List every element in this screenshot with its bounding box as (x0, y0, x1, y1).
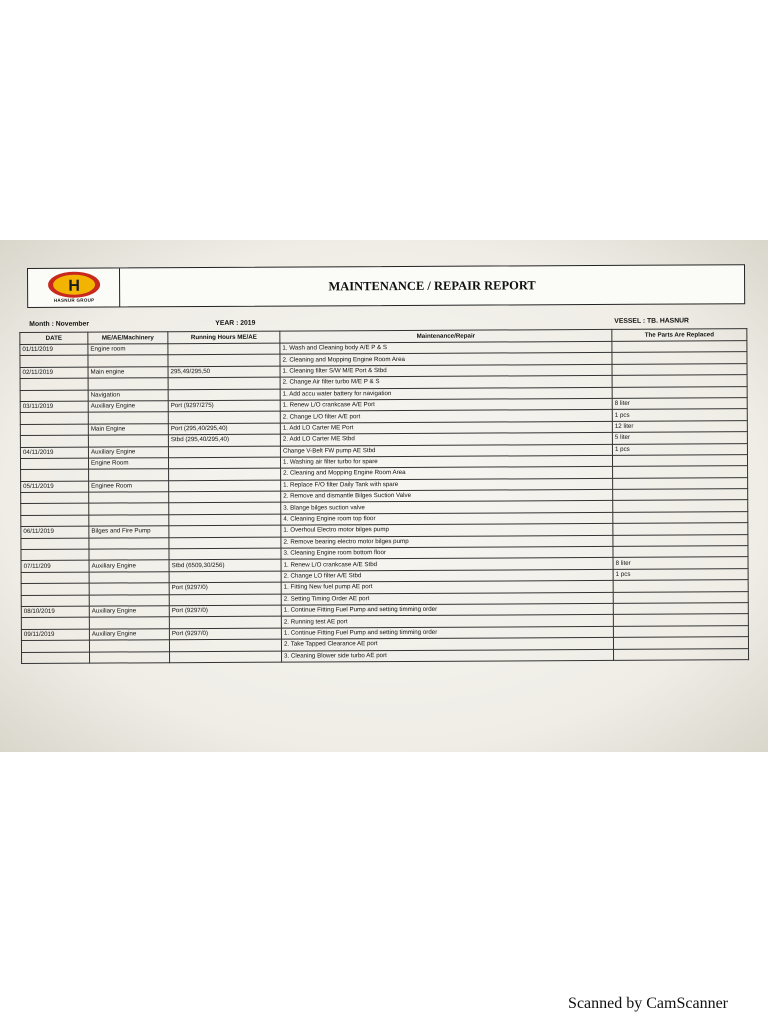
running-hours-cell (168, 377, 280, 389)
date-cell: 02/11/2019 (20, 367, 88, 379)
parts-cell (612, 352, 747, 364)
running-hours-cell: Port (9297/275) (168, 400, 280, 412)
machinery-cell (88, 378, 168, 390)
date-cell (21, 583, 89, 595)
running-hours-cell (168, 343, 280, 355)
running-hours-cell: Stbd (6509,30/256) (169, 560, 281, 572)
parts-cell (613, 614, 748, 626)
maintenance-cell: 1. Renew L/O crankcase A/E Port (280, 398, 612, 411)
running-hours-cell (169, 594, 281, 606)
maintenance-cell: 2. Cleaning and Mopping Engine Room Area (280, 353, 612, 366)
parts-cell (613, 500, 748, 512)
maintenance-cell: 2. Setting Timing Order AE port (281, 592, 613, 605)
maintenance-cell: 1. Replace F/O filter Daily Tank with spare (281, 478, 613, 491)
machinery-cell (89, 640, 169, 652)
machinery-cell (88, 435, 168, 447)
year-label: YEAR : 2019 (215, 319, 256, 327)
vessel-label: VESSEL : TB. HASNUR (614, 317, 689, 325)
machinery-cell (89, 583, 169, 595)
date-cell (21, 618, 89, 630)
parts-cell: 8 liter (613, 557, 748, 569)
maintenance-cell: 1. Overhoul Electro motor bilges pump (281, 524, 613, 537)
machinery-cell: Auxiliary Engine (89, 560, 169, 572)
parts-cell (612, 341, 747, 353)
parts-cell (613, 534, 748, 546)
date-cell: 04/11/2019 (20, 447, 88, 459)
machinery-cell: Main Engine (88, 423, 168, 435)
parts-cell (613, 625, 748, 637)
date-cell (20, 378, 88, 390)
running-hours-cell (168, 389, 280, 401)
running-hours-cell (170, 651, 282, 663)
running-hours-cell (168, 411, 280, 423)
machinery-cell: Engine room (88, 344, 168, 356)
machinery-cell: Engine Room (88, 458, 168, 470)
maintenance-cell: 2. Cleaning and Mopping Engine Room Area (281, 467, 613, 480)
date-cell (21, 469, 89, 481)
maintenance-cell: 2. Add LO Carter ME Stbd (280, 433, 612, 446)
date-cell: 03/11/2019 (20, 401, 88, 413)
running-hours-cell (168, 446, 280, 458)
date-cell (20, 435, 88, 447)
parts-cell (613, 466, 748, 478)
running-hours-cell (169, 639, 281, 651)
maintenance-cell: 3. Blange bilges suction valve (281, 501, 613, 514)
parts-cell (613, 546, 748, 558)
machinery-cell: Navigation (88, 389, 168, 401)
date-cell (20, 458, 88, 470)
running-hours-cell: 295,49/295,50 (168, 366, 280, 378)
parts-cell (613, 489, 748, 501)
machinery-cell (89, 617, 169, 629)
parts-cell (613, 591, 748, 603)
parts-cell (613, 477, 748, 489)
scanner-watermark: Scanned by CamScanner (568, 995, 728, 1012)
date-cell (22, 652, 90, 664)
running-hours-cell (169, 480, 281, 492)
date-cell (20, 424, 88, 436)
running-hours-cell: Port (9297/0) (169, 605, 281, 617)
maintenance-cell: 1. Add accu water battery for navigation (280, 387, 612, 400)
date-cell (21, 595, 89, 607)
date-cell (20, 356, 88, 368)
date-cell: 06/11/2019 (21, 526, 89, 538)
machinery-cell: Bilges and Fire Pump (89, 526, 169, 538)
column-header-maintenance: Maintenance/Repair (280, 329, 612, 343)
parts-cell (612, 363, 747, 375)
parts-cell: 1 pcs (612, 409, 747, 421)
date-cell (21, 538, 89, 550)
date-cell (20, 412, 88, 424)
parts-cell (613, 523, 748, 535)
parts-cell: 1 pcs (612, 443, 747, 455)
machinery-cell (88, 412, 168, 424)
maintenance-cell: 2. Remove bearing electro motor bilges pump (281, 535, 613, 548)
machinery-cell (89, 503, 169, 515)
column-header-running-hours: Running Hours ME/AE (168, 331, 280, 344)
parts-cell (612, 455, 747, 467)
machinery-cell (89, 469, 169, 481)
date-cell (21, 504, 89, 516)
maintenance-cell: 1. Continue Fitting Fuel Pump and setting timming order (281, 603, 613, 616)
machinery-cell: Enginee Room (89, 480, 169, 492)
machinery-cell (89, 515, 169, 527)
parts-cell (612, 375, 747, 387)
maintenance-cell: 1. Continue Fitting Fuel Pump and setting timming order (281, 626, 613, 639)
date-cell: 09/11/2019 (21, 629, 89, 641)
maintenance-cell: 2. Change LO filter A/E Stbd (281, 569, 613, 582)
parts-cell (612, 386, 747, 398)
machinery-cell (89, 594, 169, 606)
report-title: MAINTENANCE / REPAIR REPORT (328, 278, 536, 294)
date-cell: 05/11/2019 (21, 481, 89, 493)
maintenance-cell: 3. Cleaning Blower side turbo AE port (282, 649, 614, 662)
maintenance-cell: 2. Running test AE port (281, 615, 613, 628)
parts-cell: 8 liter (612, 398, 747, 410)
date-cell (21, 640, 89, 652)
maintenance-cell: 2. Change L/O filter A/E port (280, 410, 612, 423)
machinery-cell: Main engine (88, 367, 168, 379)
maintenance-cell: 2. Take Tapped Clearance AE port (281, 638, 613, 651)
maintenance-cell: 2. Remove and dismantle Bilges Suction Valve (281, 489, 613, 502)
logo-caption: HASNUR GROUP (53, 297, 95, 303)
maintenance-cell: 1. Renew L/O crankcase A/E Stbd (281, 558, 613, 571)
month-label: Month : November (29, 320, 89, 328)
column-header-date: DATE (20, 332, 88, 344)
maintenance-cell: 1. Washing air filter turbo for spare (280, 455, 612, 468)
parts-cell: 1 pcs (613, 568, 748, 580)
report-header (27, 264, 745, 308)
date-cell (20, 390, 88, 402)
machinery-cell (89, 549, 169, 561)
report-sheet (19, 264, 748, 700)
parts-cell: 12 liter (612, 420, 747, 432)
date-cell: 01/11/2019 (20, 344, 88, 356)
parts-cell (614, 648, 749, 660)
date-cell (21, 492, 89, 504)
logo-letter: H (68, 277, 80, 295)
maintenance-cell: 1. Wash and Cleaning body A/E P & S (280, 341, 612, 354)
date-cell (21, 515, 89, 527)
parts-cell (613, 580, 748, 592)
maintenance-cell: Change V-Belt FW pump AE Stbd (280, 444, 612, 457)
date-cell: 08/10/2019 (21, 606, 89, 618)
machinery-cell (89, 572, 169, 584)
maintenance-cell: 1. Add LO Carter ME Port (280, 421, 612, 434)
machinery-cell (88, 355, 168, 367)
date-cell: 07/11/209 (21, 561, 89, 573)
date-cell (21, 572, 89, 584)
machinery-cell (90, 651, 170, 663)
maintenance-cell: 4. Cleaning Engine room top floor (281, 512, 613, 525)
machinery-cell: Auxiliary Engine (88, 401, 168, 413)
running-hours-cell: Stbd (295,40/295,40) (168, 434, 280, 446)
running-hours-cell (169, 617, 281, 629)
table-body (20, 341, 749, 664)
maintenance-table (19, 328, 749, 664)
column-header-machinery: ME/AE/Machinery (88, 332, 168, 344)
running-hours-cell (169, 525, 281, 537)
running-hours-cell (169, 514, 281, 526)
machinery-cell (89, 537, 169, 549)
parts-cell (613, 637, 748, 649)
parts-cell: 5 liter (612, 432, 747, 444)
running-hours-cell (169, 491, 281, 503)
running-hours-cell: Port (9297/0) (169, 582, 281, 594)
running-hours-cell: Port (9297/0) (169, 628, 281, 640)
running-hours-cell (168, 457, 280, 469)
running-hours-cell (169, 571, 281, 583)
running-hours-cell (169, 537, 281, 549)
maintenance-cell: 2. Change Air filter turbo M/E P & S (280, 376, 612, 389)
machinery-cell (89, 492, 169, 504)
maintenance-cell: 1. Cleaning filter S/W M/E Port & Stbd (280, 364, 612, 377)
date-cell (21, 549, 89, 561)
company-logo (28, 268, 120, 306)
machinery-cell: Auxiliary Engine (89, 606, 169, 618)
machinery-cell: Auxiliary Engine (88, 446, 168, 458)
running-hours-cell (169, 548, 281, 560)
running-hours-cell (168, 355, 280, 367)
hasnur-logo-icon (46, 271, 102, 299)
running-hours-cell (169, 503, 281, 515)
parts-cell (613, 512, 748, 524)
machinery-cell: Auxiliary Engine (89, 628, 169, 640)
running-hours-cell (169, 468, 281, 480)
column-header-parts: The Parts Are Replaced (612, 329, 747, 342)
maintenance-cell: 3. Cleaning Engine room bottom floor (281, 546, 613, 559)
maintenance-cell: 1. Fitting New fuel pump AE port (281, 581, 613, 594)
table-row (22, 648, 749, 663)
running-hours-cell: Port (295,40/295,40) (168, 423, 280, 435)
parts-cell (613, 603, 748, 615)
